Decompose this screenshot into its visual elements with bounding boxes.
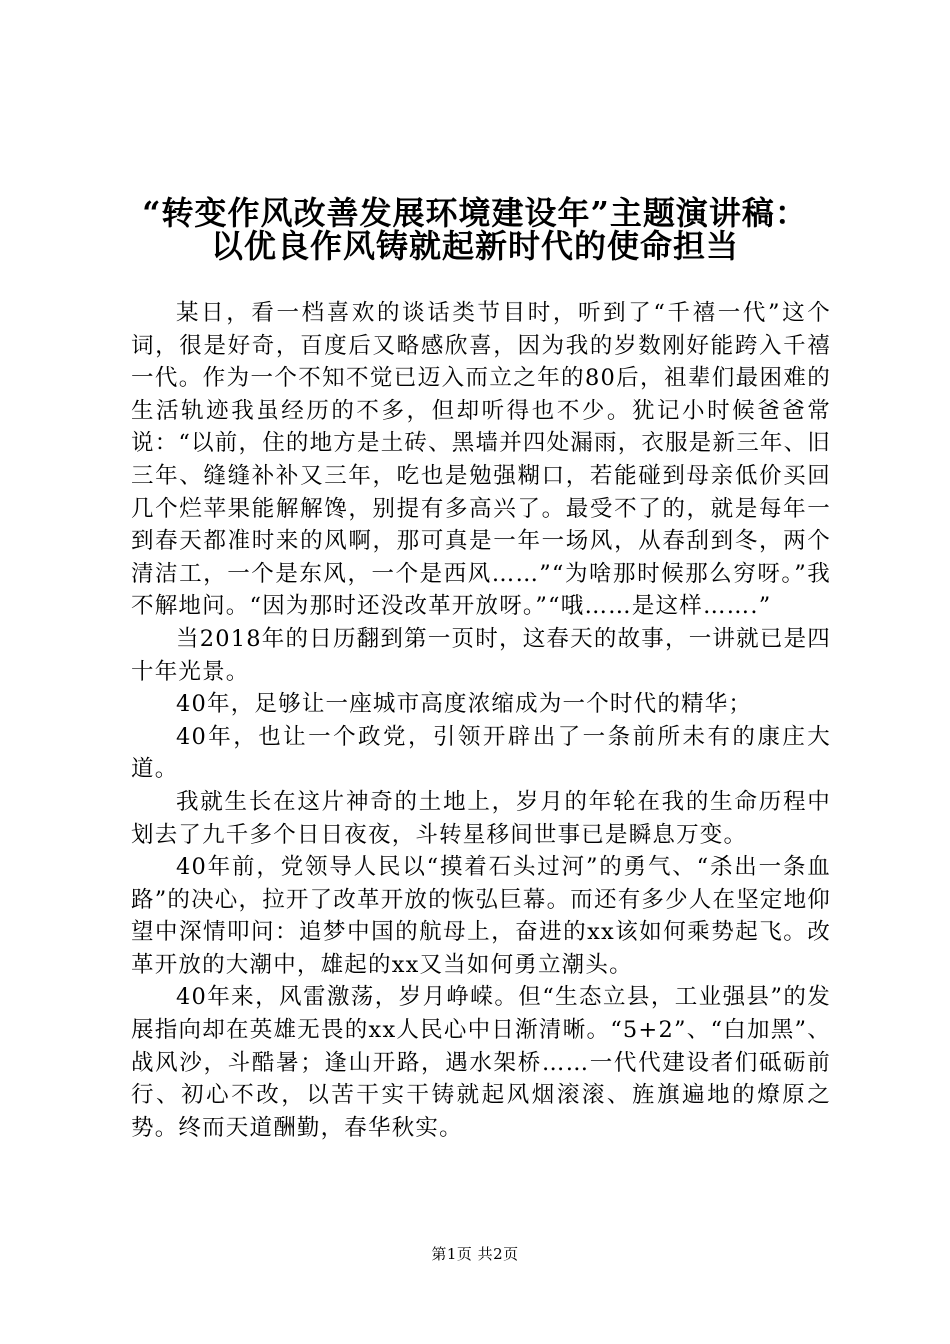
paragraph: 40年，足够让一座城市高度浓缩成为一个时代的精华； xyxy=(176,691,753,718)
page-number-footer: 第1页 共2页 xyxy=(431,1245,519,1263)
paragraph: 当2018年的日历翻到第一页时，这春天的故事，一讲就已是四十年光景。 xyxy=(131,625,831,685)
document-title-line-2: 以优良作风铸就起新时代的使命担当 xyxy=(210,227,739,265)
document-body xyxy=(131,297,831,1144)
paragraph: 40年，也让一个政党，引领开辟出了一条前所未有的康庄大道。 xyxy=(131,723,831,783)
document-title-line-1: “转变作风改善发展环境建设年”主题演讲稿： xyxy=(142,194,808,232)
paragraph: 40年前，党领导人民以“摸着石头过河”的勇气、“杀出一条血路”的决心，拉开了改革开放的恢弘巨幕。而还有多少人在坚定地仰望中深情叩问：追梦中国的航母上，奋进的xx该如何乘势起飞。改革开放的大潮中，雄起的xx又当如何勇立潮头。 xyxy=(131,854,832,978)
paragraph: 某日，看一档喜欢的谈话类节目时，听到了“千禧一代”这个词，很是好奇，百度后又略感欣喜，因为我的岁数刚好能跨入千禧一代。作为一个不知不觉已迈入而立之年的80后，祖辈们最困难的生活轨迹我虽经历的不多，但却听得也不少。犹记小时候爸爸常说：“以前，住的地方是土砖、黑墙并四处漏雨，衣服是新三年、旧三年、缝缝补补又三年，吃也是勉强糊口，若能碰到母亲低价买回几个烂苹果能解解馋，别提有多高兴了。最受不了的，就是每年一到春天都准时来的风啊，那可真是一年一场风，从春刮到冬，两个清洁工，一个是东风，一个是西风……”“为啥那时候那么穷呀。”我不解地问。“因为那时还没改革开放呀。”“哦……是这样…….” xyxy=(131,300,832,620)
paragraph: 我就生长在这片神奇的土地上，岁月的年轮在我的生命历程中划去了九千多个日日夜夜，斗转星移间世事已是瞬息万变。 xyxy=(131,788,831,848)
paragraph: 40年来，风雷激荡，岁月峥嵘。但“生态立县，工业强县”的发展指向却在英雄无畏的xx人民心中日渐清晰。“5+2”、“白加黑”、战风沙，斗酷暑；逢山开路，遇水架桥……一代代建设者们砥砺前行、初心不改，以苦干实干铸就起风烟滚滚、旌旗遍地的燎原之势。终而天道酬勤，春华秋实。 xyxy=(131,984,831,1141)
